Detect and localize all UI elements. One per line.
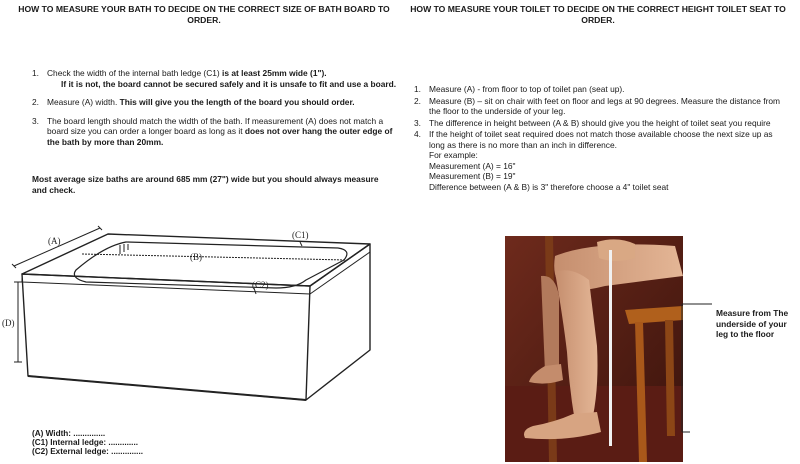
list-item: [414, 129, 786, 192]
step-emphasis: is at least 25mm wide (1").: [222, 68, 327, 78]
external-ledge-entry: (C2) External ledge: ..............: [32, 447, 144, 457]
list-item: [32, 97, 402, 108]
step-number: 2.: [414, 95, 421, 106]
list-item: [414, 84, 786, 95]
leg-measurement-photo: [505, 236, 683, 462]
list-item: [32, 116, 402, 148]
bath-steps-list: [32, 68, 402, 155]
example-line: Measurement (B) = 19": [429, 171, 516, 181]
bath-front-panel: [22, 274, 310, 400]
toilet-section-title: HOW TO MEASURE YOUR TOILET TO DECIDE ON THE CORRECT HEIGHT TOILET SEAT TO ORDER.: [410, 4, 786, 25]
width-entry: (A) Width: ..............: [32, 429, 106, 438]
bath-diagram: [0, 222, 400, 428]
step-number: 4.: [414, 129, 421, 139]
bath-basin-outline: [74, 242, 347, 288]
bath-side-panel: [306, 244, 370, 400]
example-line: Measurement (A) = 16": [429, 160, 516, 171]
step-text: Measure (A) width.: [47, 97, 120, 107]
step-emphasis: This will give you the length of the board you should order.: [119, 97, 355, 107]
photo-callout-text: Measure from The underside of your leg to the floor: [716, 308, 789, 339]
label-a: (A): [48, 236, 61, 246]
list-item: [414, 118, 786, 129]
step-text: The difference in height between (A & B) should give you the height of toilet seat you require: [429, 117, 771, 128]
example-line: Difference between (A & B) is 3" therefore choose a 4" toilet seat: [429, 181, 669, 192]
step-text: Measure (B) – sit on chair with feet on floor and legs at 90 degrees. Measure the distance from the floor to the underside of your leg.: [429, 95, 781, 116]
step-text: If the height of toilet seat required does not match those available choose the next size up as long as there is no more than an inch in difference.: [429, 129, 773, 150]
step-text: Measure (A) - from floor to top of toilet pan (seat up).: [429, 84, 625, 94]
step-warning: If it is not, the board cannot be secured safely and it is unsafe to fit and use a board.: [61, 78, 397, 89]
step-number: 3.: [32, 115, 39, 126]
width-measure-line-a: [14, 228, 100, 266]
step-text: Check the width of the internal bath ledge (C1): [47, 68, 223, 78]
bath-section-title: HOW TO MEASURE YOUR BATH TO DECIDE ON THE CORRECT SIZE OF BATH BOARD TO ORDER.: [18, 4, 390, 25]
label-c1: (C1): [292, 230, 309, 240]
step-number: 3.: [414, 117, 421, 128]
label-d: (D): [2, 318, 15, 328]
length-measure-line-b: [82, 254, 346, 260]
example-heading: For example:: [429, 150, 478, 160]
step-text: The board length should match the width of the bath. If measurement (A) does not match a board size you can order a longer board as long as it: [47, 115, 384, 136]
label-b: (B): [190, 252, 202, 262]
step-emphasis: does not over hang the outer edge of the bath by more than 20mm.: [47, 126, 393, 147]
list-item: [414, 96, 786, 117]
step-number: 1.: [32, 68, 39, 78]
label-c2: (C2): [252, 280, 269, 290]
measurement-entry-list: [32, 429, 143, 457]
step-number: 1.: [414, 84, 421, 94]
internal-ledge-entry: (C1) Internal ledge: .............: [32, 438, 138, 448]
step-number: 2.: [32, 97, 39, 107]
average-bath-note: Most average size baths are around 685 mm (27") wide but you should always measure and check.: [32, 174, 379, 195]
toilet-steps-list: [414, 84, 786, 193]
callout-bracket: [676, 300, 716, 440]
list-item: [32, 68, 402, 89]
